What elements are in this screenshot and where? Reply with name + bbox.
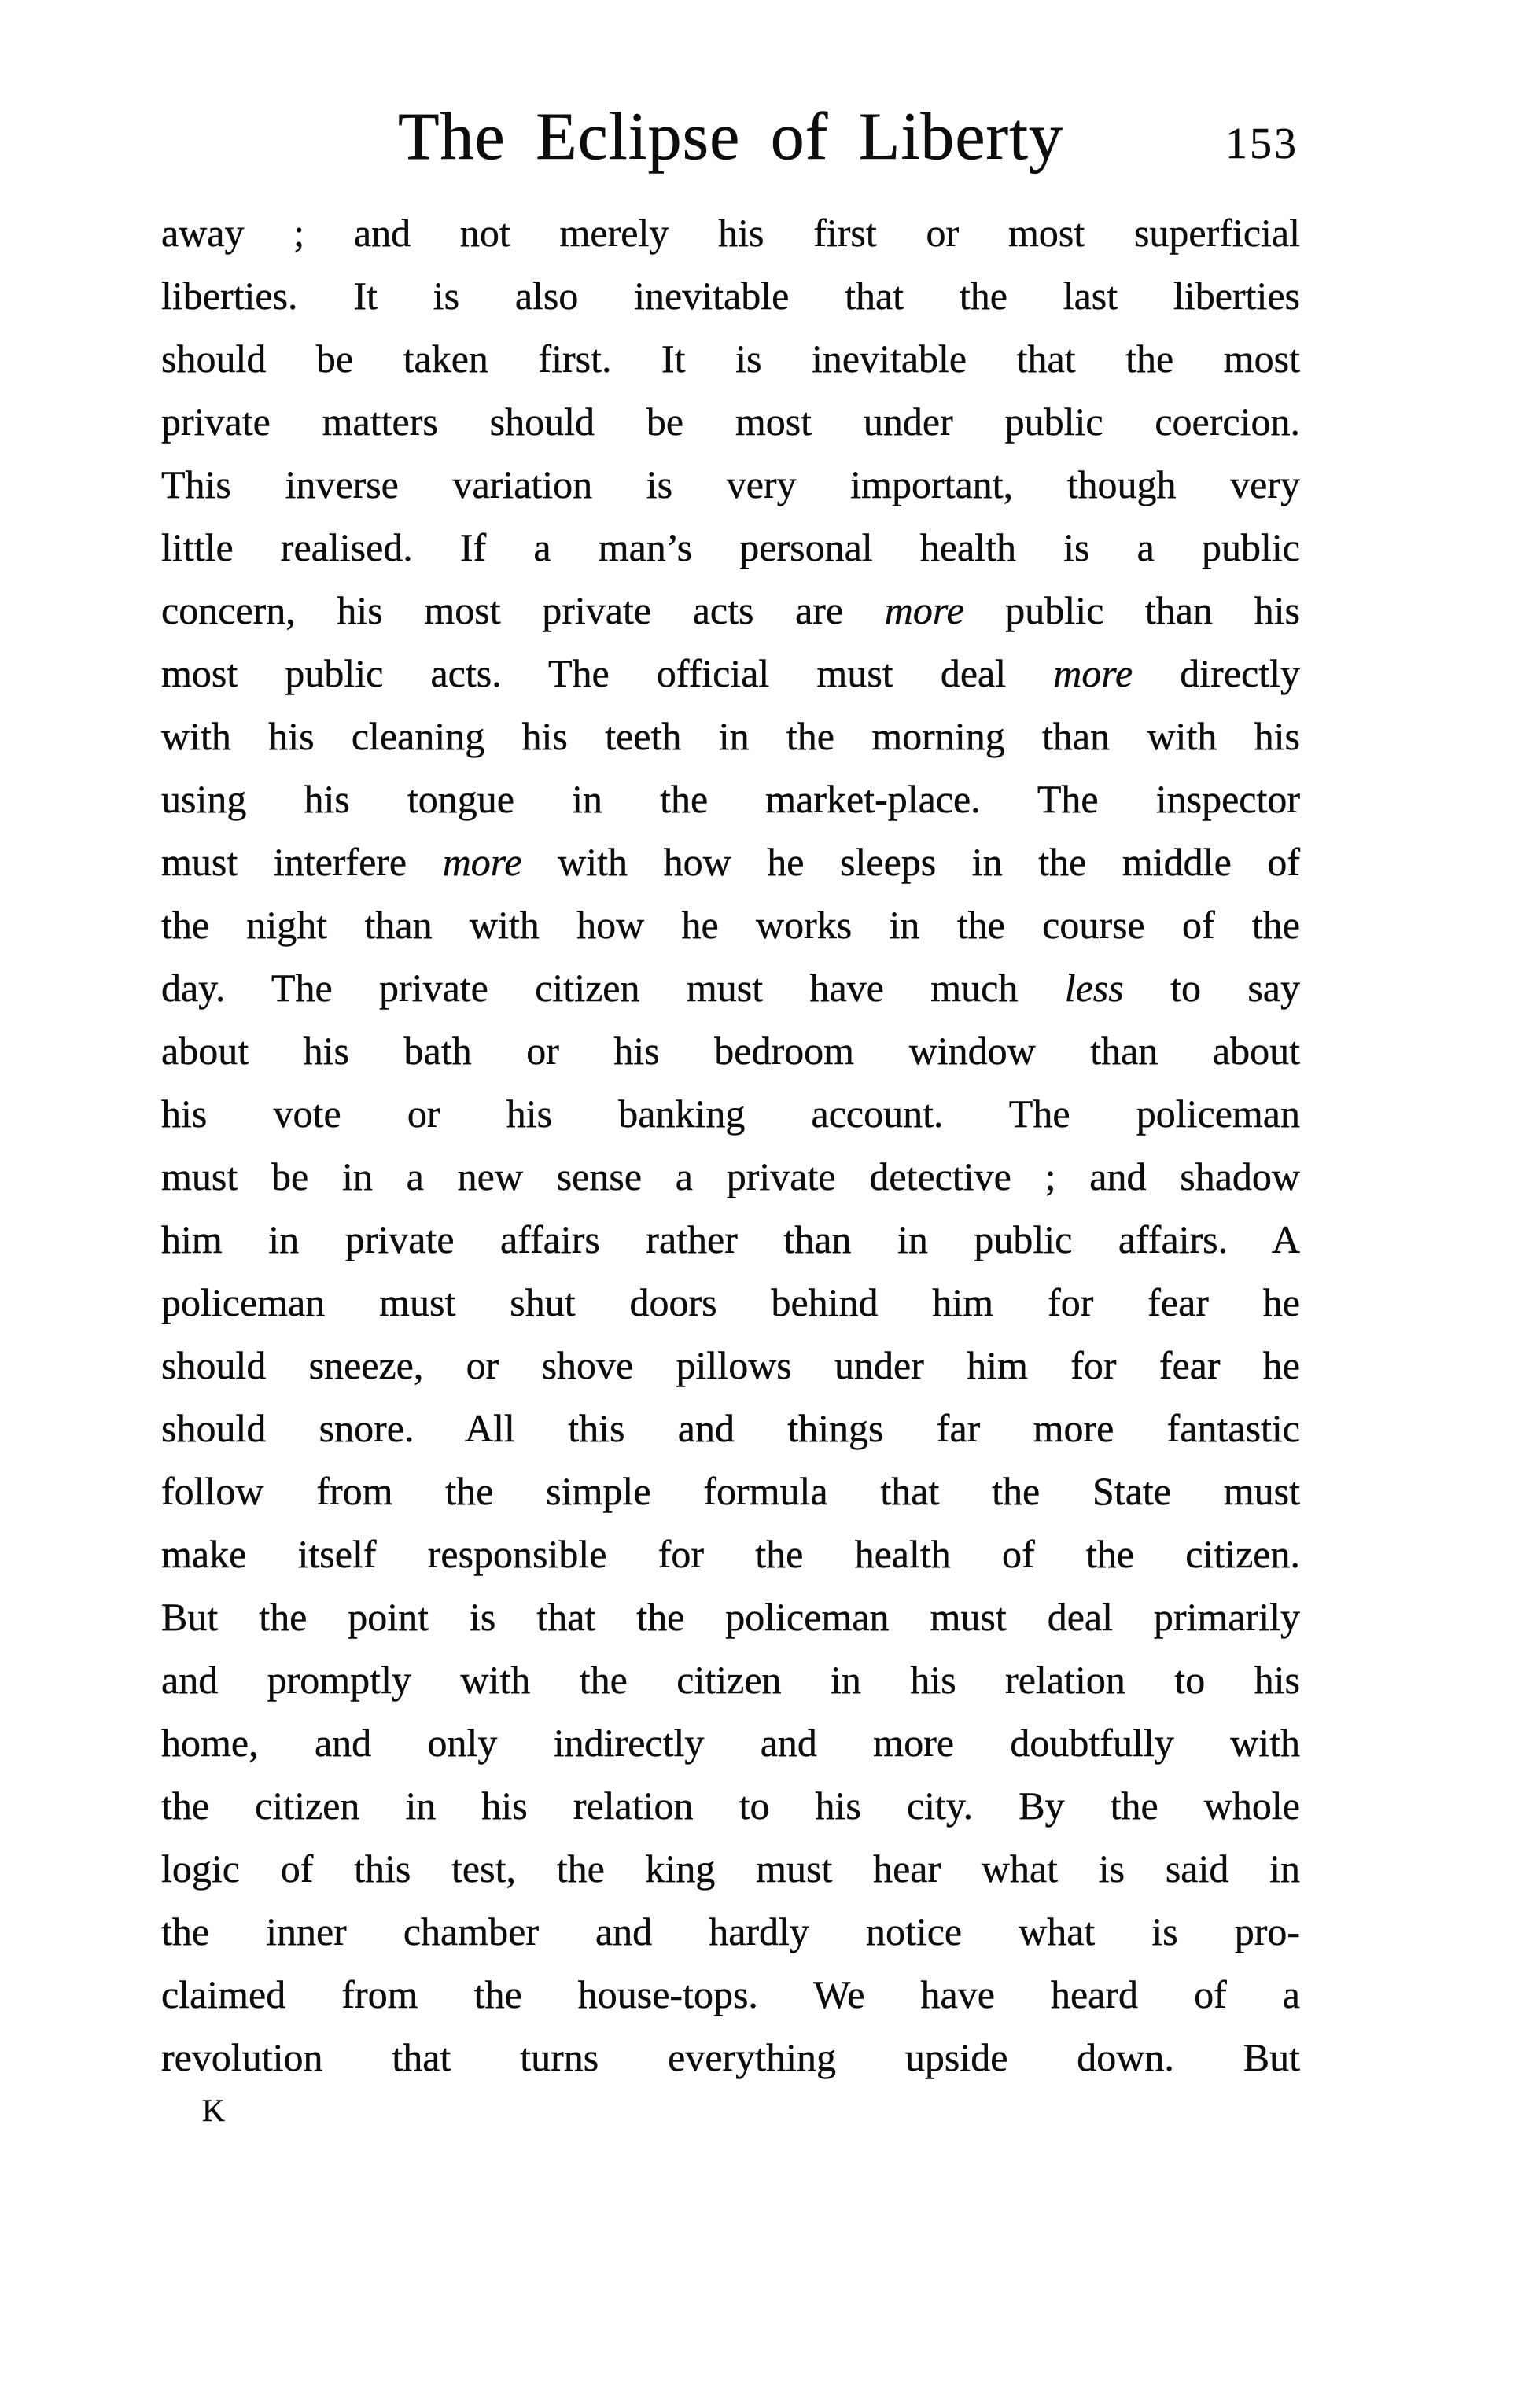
- text-line: [161, 327, 1300, 390]
- chapter-title: The Eclipse of Liberty: [397, 98, 1064, 174]
- text-segment: This inverse variation is very important, though very: [161, 462, 1300, 506]
- text-segment: should sneeze, or shove pillows under him for fear he: [161, 1343, 1300, 1387]
- text-line: [161, 1460, 1300, 1522]
- text-segment: with how he sleeps in the middle of: [521, 840, 1300, 884]
- text-line: [161, 1271, 1300, 1334]
- italic-word: more: [442, 840, 522, 884]
- text-segment: directly: [1133, 651, 1300, 695]
- text-segment: home, and only indirectly and more doubtfully with: [161, 1721, 1300, 1765]
- text-line: [161, 956, 1300, 1019]
- italic-word: less: [1064, 966, 1124, 1010]
- text-segment: little realised. If a man’s personal health is a public: [161, 525, 1300, 569]
- text-segment: policeman must shut doors behind him for fear he: [161, 1280, 1300, 1324]
- text-line: [161, 830, 1300, 893]
- text-segment: should be taken first. It is inevitable that the most: [161, 337, 1300, 381]
- text-line: [161, 390, 1300, 453]
- text-line: [161, 1334, 1300, 1397]
- text-line: [161, 264, 1300, 327]
- text-line: [161, 1837, 1300, 1900]
- text-line: [161, 201, 1300, 264]
- running-header: [161, 99, 1300, 173]
- text-segment: away ; and not merely his first or most superficial: [161, 211, 1300, 255]
- text-segment: about his bath or his bedroom window than about: [161, 1029, 1300, 1073]
- text-segment: private matters should be most under public coercion.: [161, 399, 1300, 444]
- text-segment: and promptly with the citizen in his relation to his: [161, 1658, 1300, 1702]
- text-line: [161, 893, 1300, 956]
- text-segment: the inner chamber and hardly notice what is pro-: [161, 1909, 1300, 1953]
- text-segment: with his cleaning his teeth in the morning than with his: [161, 714, 1300, 758]
- text-line: [161, 705, 1300, 768]
- text-segment: public than his: [963, 588, 1300, 632]
- text-line: [161, 1774, 1300, 1837]
- text-segment: liberties. It is also inevitable that the last liberties: [161, 274, 1300, 318]
- text-line: [161, 1082, 1300, 1145]
- text-line: [161, 1145, 1300, 1208]
- text-segment: the citizen in his relation to his city. By the whole: [161, 1784, 1300, 1828]
- text-segment: should snore. All this and things far more fantastic: [161, 1406, 1300, 1450]
- text-segment: concern, his most private acts are: [161, 588, 885, 632]
- text-line: [161, 768, 1300, 830]
- text-segment: logic of this test, the king must hear what is said in: [161, 1847, 1300, 1891]
- text-segment: most public acts. The official must deal: [161, 651, 1054, 695]
- text-line: [161, 1711, 1300, 1774]
- text-line: [161, 579, 1300, 642]
- text-line: [161, 2026, 1300, 2089]
- text-segment: follow from the simple formula that the State must: [161, 1469, 1300, 1513]
- text-segment: make itself responsible for the health of the citizen.: [161, 1532, 1300, 1576]
- text-line: [161, 516, 1300, 579]
- text-line: [161, 642, 1300, 705]
- text-segment: must interfere: [161, 840, 443, 884]
- text-segment: his vote or his banking account. The policeman: [161, 1092, 1300, 1136]
- text-segment: But the point is that the policeman must deal primarily: [161, 1595, 1300, 1639]
- text-line: [161, 1397, 1300, 1460]
- italic-word: more: [1053, 651, 1133, 695]
- italic-word: more: [884, 588, 964, 632]
- text-segment: to say: [1123, 966, 1300, 1010]
- text-line: [161, 1963, 1300, 2026]
- text-segment: using his tongue in the market-place. The inspector: [161, 777, 1300, 821]
- signature-mark: K: [202, 2093, 227, 2128]
- text-line: [161, 1019, 1300, 1082]
- text-segment: him in private affairs rather than in public affairs. A: [161, 1217, 1300, 1261]
- text-segment: revolution that turns everything upside down. But: [161, 2035, 1300, 2079]
- text-segment: must be in a new sense a private detective ; and shadow: [161, 1154, 1300, 1198]
- text-segment: the night than with how he works in the course of the: [161, 903, 1300, 947]
- text-line: [161, 1208, 1300, 1271]
- page-body: [161, 201, 1300, 2130]
- page-number: 153: [1225, 120, 1298, 168]
- text-line: [161, 453, 1300, 516]
- text-line: [161, 1522, 1300, 1585]
- text-segment: day. The private citizen must have much: [161, 966, 1065, 1010]
- text-line: [161, 1648, 1300, 1711]
- text-line: [161, 1585, 1300, 1648]
- text-segment: claimed from the house-tops. We have heard of a: [161, 1972, 1300, 2016]
- text-line: [161, 1900, 1300, 1963]
